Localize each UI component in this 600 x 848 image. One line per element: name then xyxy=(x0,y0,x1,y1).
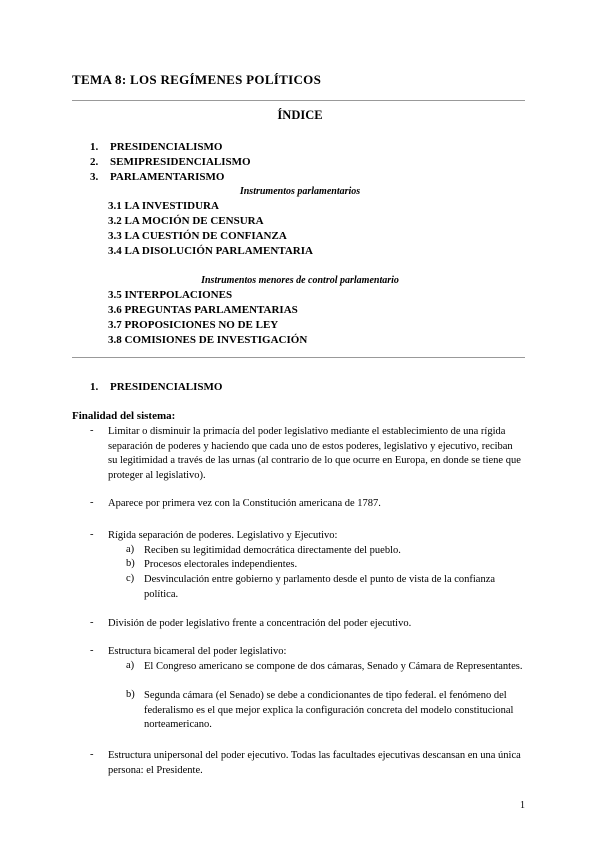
index-heading: ÍNDICE xyxy=(277,108,323,122)
bullet-text: Estructura bicameral del poder legislativo: xyxy=(108,646,287,657)
list-item-text: Procesos electorales independientes. xyxy=(144,559,298,570)
bullet-text: Limitar o disminuir la primacía del poder legislativo mediante el establecimiento de una rígida separación de poderes y haciendo que cada uno de estos poderes, legislativo y ejecutivo, reciban su legitimidad a través de las urnas (al contrario de lo que ocurre en Europa, en donde se tiene que proteger al legislativo). xyxy=(108,426,521,481)
toc-group-heading: Instrumentos parlamentarios xyxy=(239,186,361,197)
list-item-text: Reciben su legitimidad democrática directamente del pueblo. xyxy=(144,545,401,556)
toc-number: 3. xyxy=(90,171,99,183)
toc-subitem: 3.5 INTERPOLACIONES xyxy=(108,289,233,301)
toc-subitem: 3.3 LA CUESTIÓN DE CONFIANZA xyxy=(108,230,287,242)
list-letter: b) xyxy=(126,558,135,569)
dash-bullet: - xyxy=(90,617,94,628)
toc-subitem: 3.7 PROPOSICIONES NO DE LEY xyxy=(108,319,279,331)
dash-bullet: - xyxy=(90,645,94,656)
divider-bottom xyxy=(72,357,525,358)
list-item-text: Desvinculación entre gobierno y parlamento desde el punto de vista de la confianza política. xyxy=(144,574,496,600)
bullet-text: Aparece por primera vez con la Constitución americana de 1787. xyxy=(108,498,381,509)
toc-label: SEMIPRESIDENCIALISMO xyxy=(110,156,251,168)
toc-item xyxy=(90,171,224,183)
toc-label: PRESIDENCIALISMO xyxy=(110,141,223,153)
list-letter: c) xyxy=(126,573,135,584)
dash-bullet: - xyxy=(90,749,94,760)
section-heading xyxy=(90,381,222,393)
list-letter: a) xyxy=(126,544,135,555)
toc-item xyxy=(90,156,251,168)
dash-bullet: - xyxy=(90,425,94,436)
page-number: 1 xyxy=(520,800,525,811)
toc-subitem: 3.2 LA MOCIÓN DE CENSURA xyxy=(108,215,264,227)
bullet-text: Rígida separación de poderes. Legislativo y Ejecutivo: xyxy=(108,530,338,541)
toc-label: PARLAMENTARISMO xyxy=(110,171,225,183)
toc-item xyxy=(90,141,222,153)
toc-subitem: 3.1 LA INVESTIDURA xyxy=(108,200,219,212)
section-label: PRESIDENCIALISMO xyxy=(110,381,223,393)
divider-top xyxy=(72,100,525,101)
toc-subitem: 3.4 LA DISOLUCIÓN PARLAMENTARIA xyxy=(108,245,313,257)
dash-bullet: - xyxy=(90,497,94,508)
bullet-text: Estructura unipersonal del poder ejecutivo. Todas las facultades ejecutivas descansan en una única persona: el Presidente. xyxy=(108,750,521,776)
toc-number: 1. xyxy=(90,141,99,153)
dash-bullet: - xyxy=(90,529,94,540)
list-letter: a) xyxy=(126,660,135,671)
toc-group-heading: Instrumentos menores de control parlamentario xyxy=(201,275,399,286)
document-title: TEMA 8: LOS REGÍMENES POLÍTICOS xyxy=(72,72,322,87)
toc-subitem: 3.8 COMISIONES DE INVESTIGACIÓN xyxy=(108,334,308,346)
list-item-text: Segunda cámara (el Senado) se debe a condicionantes de tipo federal. el fenómeno del federalismo es el que mejor explica la configuración concreta del modelo constitucional norteamericano. xyxy=(144,690,514,731)
list-letter: b) xyxy=(126,689,135,700)
toc-number: 2. xyxy=(90,156,99,168)
toc-subitem: 3.6 PREGUNTAS PARLAMENTARIAS xyxy=(108,304,298,316)
finalidad-heading: Finalidad del sistema: xyxy=(72,410,176,422)
section-number: 1. xyxy=(90,381,99,393)
list-item-text: El Congreso americano se compone de dos cámaras, Senado y Cámara de Representantes. xyxy=(144,661,523,672)
bullet-text: División de poder legislativo frente a concentración del poder ejecutivo. xyxy=(108,618,412,629)
